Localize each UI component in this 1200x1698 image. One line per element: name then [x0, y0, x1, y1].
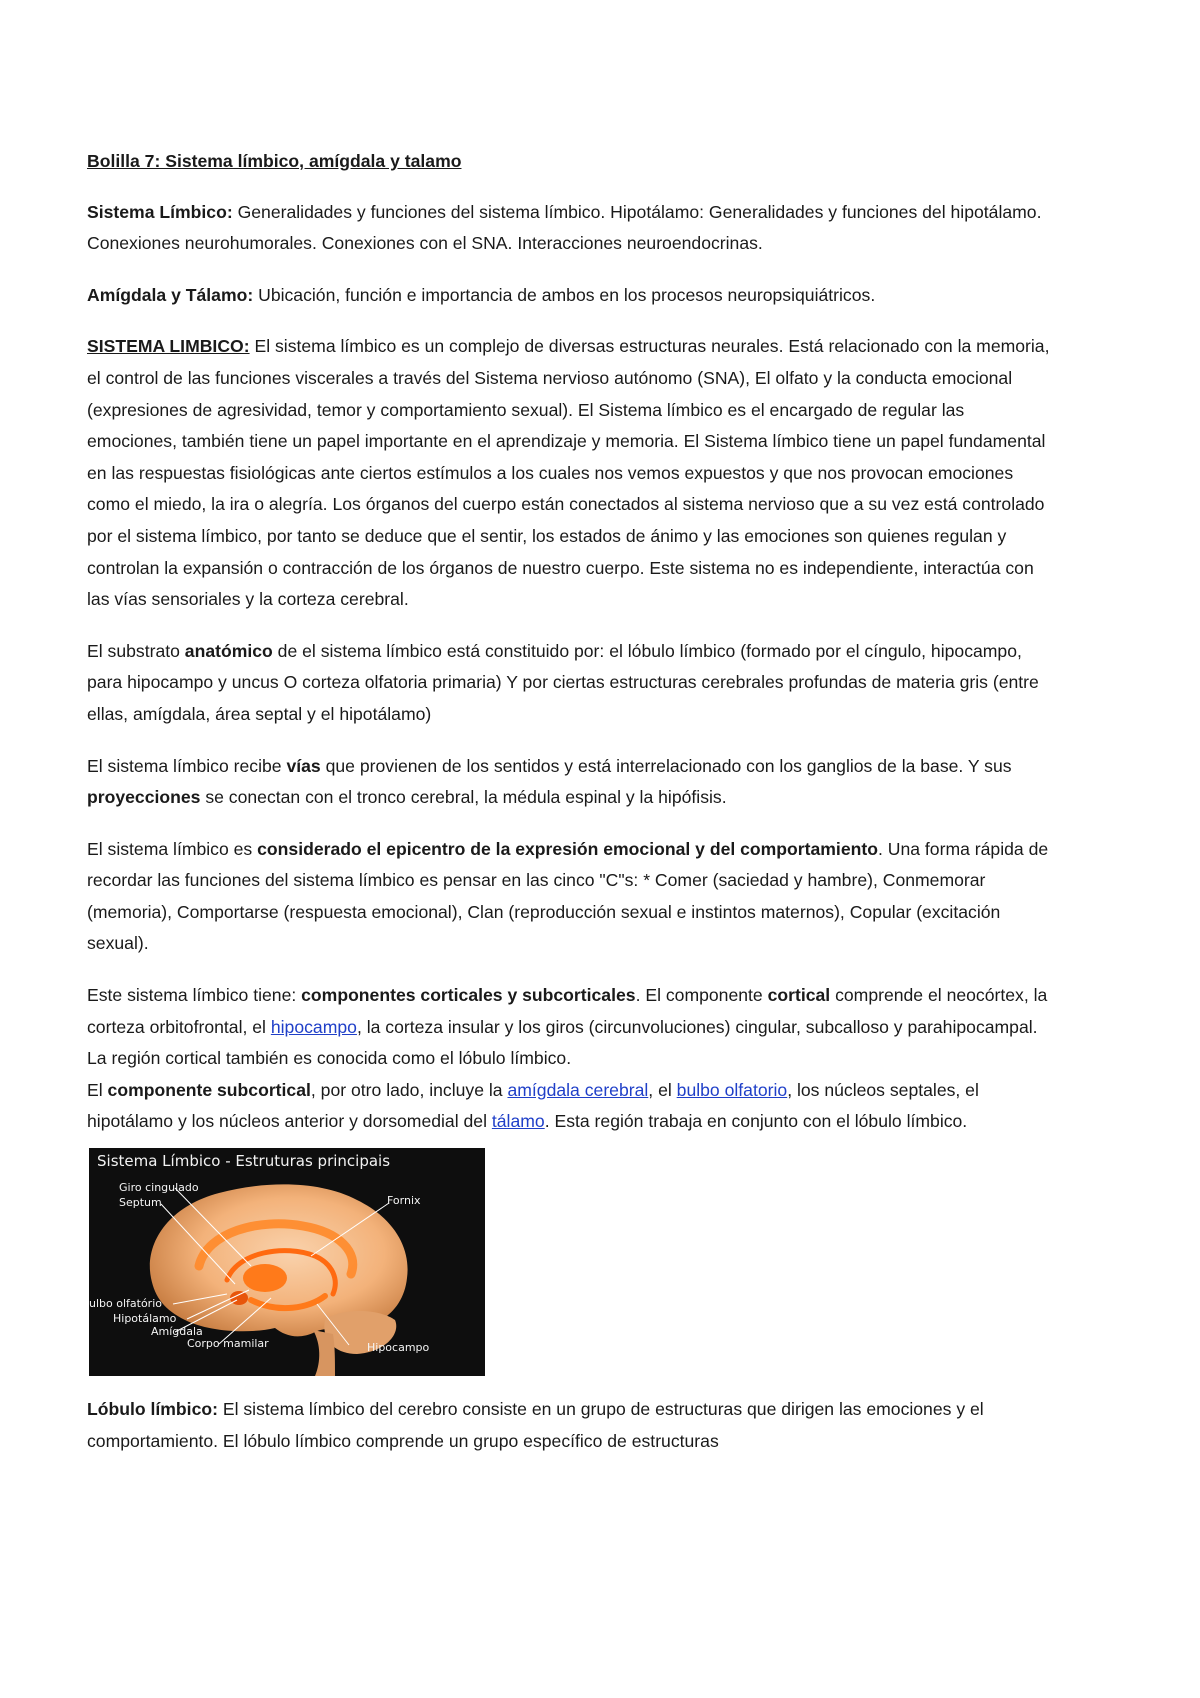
label-hipocampo: Hipocampo: [367, 1341, 430, 1355]
intro-paragraph-amigdala-talamo: [87, 280, 1050, 312]
paragraph-componentes: [87, 980, 1050, 1075]
label-bulbo-olfatorio: ulbo olfatório: [89, 1297, 162, 1311]
label-septum: Septum: [119, 1196, 162, 1210]
label-giro-cingulado: Giro cingulado: [119, 1181, 199, 1195]
intro-text: Ubicación, función e importancia de ambos en los procesos neuropsiquiátricos.: [253, 284, 876, 305]
paragraph-text: Este sistema límbico tiene:: [87, 985, 302, 1006]
bold-term: cortical: [767, 985, 831, 1006]
paragraph-text: , la corteza insular y los giros (circunvoluciones) cingular, subcalloso y parahipocampal. La región cortical también es conocida como el lóbulo límbico.: [87, 1016, 1038, 1069]
figure-title: Sistema Límbico - Estruturas principais: [97, 1152, 391, 1171]
paragraph-text: , el: [648, 1079, 677, 1100]
paragraph-text: que provienen de los sentidos y está interrelacionado con los ganglios de la base. Y sus: [320, 755, 1012, 776]
intro-paragraph-sistema-limbico: [87, 197, 1050, 260]
document-title: Bolilla 7: Sistema límbico, amígdala y talamo: [87, 151, 462, 171]
limbic-system-figure: [89, 1148, 485, 1376]
paragraph-epicentro: [87, 834, 1050, 960]
paragraph-lobulo-limbico: [87, 1394, 1050, 1457]
bold-term: componente subcortical: [107, 1079, 311, 1100]
paragraph-substrato: [87, 636, 1050, 731]
bold-term: vías: [286, 755, 321, 776]
brainstem-shape: [313, 1330, 335, 1376]
link-talamo[interactable]: tálamo: [491, 1111, 545, 1132]
paragraph-sistema-limbico: [87, 331, 1050, 615]
paragraph-text: El: [87, 1079, 108, 1100]
paragraph-text: . El componente: [635, 985, 768, 1006]
thalamus-shape: [243, 1264, 287, 1292]
paragraph-subcortical: [87, 1075, 1050, 1138]
link-hipocampo[interactable]: hipocampo: [270, 1016, 357, 1037]
paragraph-text: El sistema límbico del cerebro consiste en un grupo de estructuras que dirigen las emociones y el comportamiento. El lóbulo límbico comprende un grupo específico de estructuras: [87, 1399, 984, 1451]
paragraph-text: . Una forma rápida de recordar las funciones del sistema límbico es pensar en las cinco "C"s: * Comer (saciedad y hambre), Conmemorar (memoria), Comportarse (respuesta emocional), Clan (reproducción sexual e instintos maternos), Copular (excitación sexual).: [87, 838, 1049, 954]
bold-term: proyecciones: [87, 787, 201, 808]
paragraph-text: El sistema límbico es: [87, 838, 258, 859]
paragraph-text: El substrato: [87, 640, 185, 661]
intro-label: Sistema Límbico:: [87, 201, 233, 222]
paragraph-text: de el sistema límbico está constituido por: el lóbulo límbico (formado por el cíngulo, hipocampo, para hipocampo y uncus O corteza olfatoria primaria) Y por ciertas estructuras cerebrales profundas de materia gris (entre ellas, amígdala, área septal y el hipotálamo): [87, 640, 1039, 724]
bold-term: considerado el epicentro de la expresión emocional y del comportamiento: [257, 838, 878, 859]
paragraph-vias: [87, 751, 1050, 814]
paragraph-text: se conectan con el tronco cerebral, la médula espinal y la hipófisis.: [200, 787, 727, 808]
paragraph-text: , por otro lado, incluye la: [310, 1079, 508, 1100]
paragraph-text: comprende el neocórtex, la corteza orbitofrontal, el: [87, 985, 1048, 1037]
bold-term: componentes corticales y subcorticales: [301, 985, 636, 1006]
label-corpo-mamilar: Corpo mamilar: [187, 1337, 269, 1351]
bold-term: Lóbulo límbico:: [87, 1399, 218, 1420]
paragraph-text: El sistema límbico es un complejo de diversas estructuras neurales. Está relacionado con la memoria, el control de las funciones viscerales a través del Sistema nervioso autónomo (SNA), El olfato y la conducta emocional (expresiones de agresividad, temor y comportamiento sexual). El Sistema límbico es el encargado de regular las emociones, también tiene un papel importante en el aprendizaje y memoria. El Sistema límbico tiene un papel fundamental en las respuestas fisiológicas ante ciertos estímulos a los cuales nos vemos expuestos y que nos provocan emociones como el miedo, la ira o alegría. Los órganos del cuerpo están conectados al sistema nervioso que a su vez está controlado por el sistema límbico, por tanto se deduce que el sentir, los estados de ánimo y las emociones son quienes regulan y controlan la expansión o contracción de los órganos de nuestro cuerpo. Este sistema no es independiente, interactúa con las vías sensoriales y la corteza cerebral.: [87, 336, 1050, 610]
link-amigdala-cerebral[interactable]: amígdala cerebral: [507, 1079, 649, 1100]
section-heading: SISTEMA LIMBICO:: [87, 336, 250, 357]
paragraph-text: , los núcleos septales, el hipotálamo y los núcleos anterior y dorsomedial del: [87, 1079, 979, 1132]
paragraph-text: . Esta región trabaja en conjunto con el lóbulo límbico.: [544, 1111, 968, 1132]
paragraph-text: El sistema límbico recibe: [87, 755, 287, 776]
label-hipotalamo: Hipotálamo: [113, 1312, 177, 1326]
intro-text: Generalidades y funciones del sistema límbico. Hipotálamo: Generalidades y funciones del hipotálamo. Conexiones neurohumorales. Conexiones con el SNA. Interacciones neuroendocrinas.: [87, 201, 1042, 254]
label-amigdala: Amígdala: [151, 1325, 203, 1339]
label-fornix: Fornix: [387, 1194, 421, 1208]
bold-term: anatómico: [184, 640, 273, 661]
intro-label: Amígdala y Tálamo:: [87, 284, 254, 305]
link-bulbo-olfatorio[interactable]: bulbo olfatorio: [676, 1079, 788, 1100]
